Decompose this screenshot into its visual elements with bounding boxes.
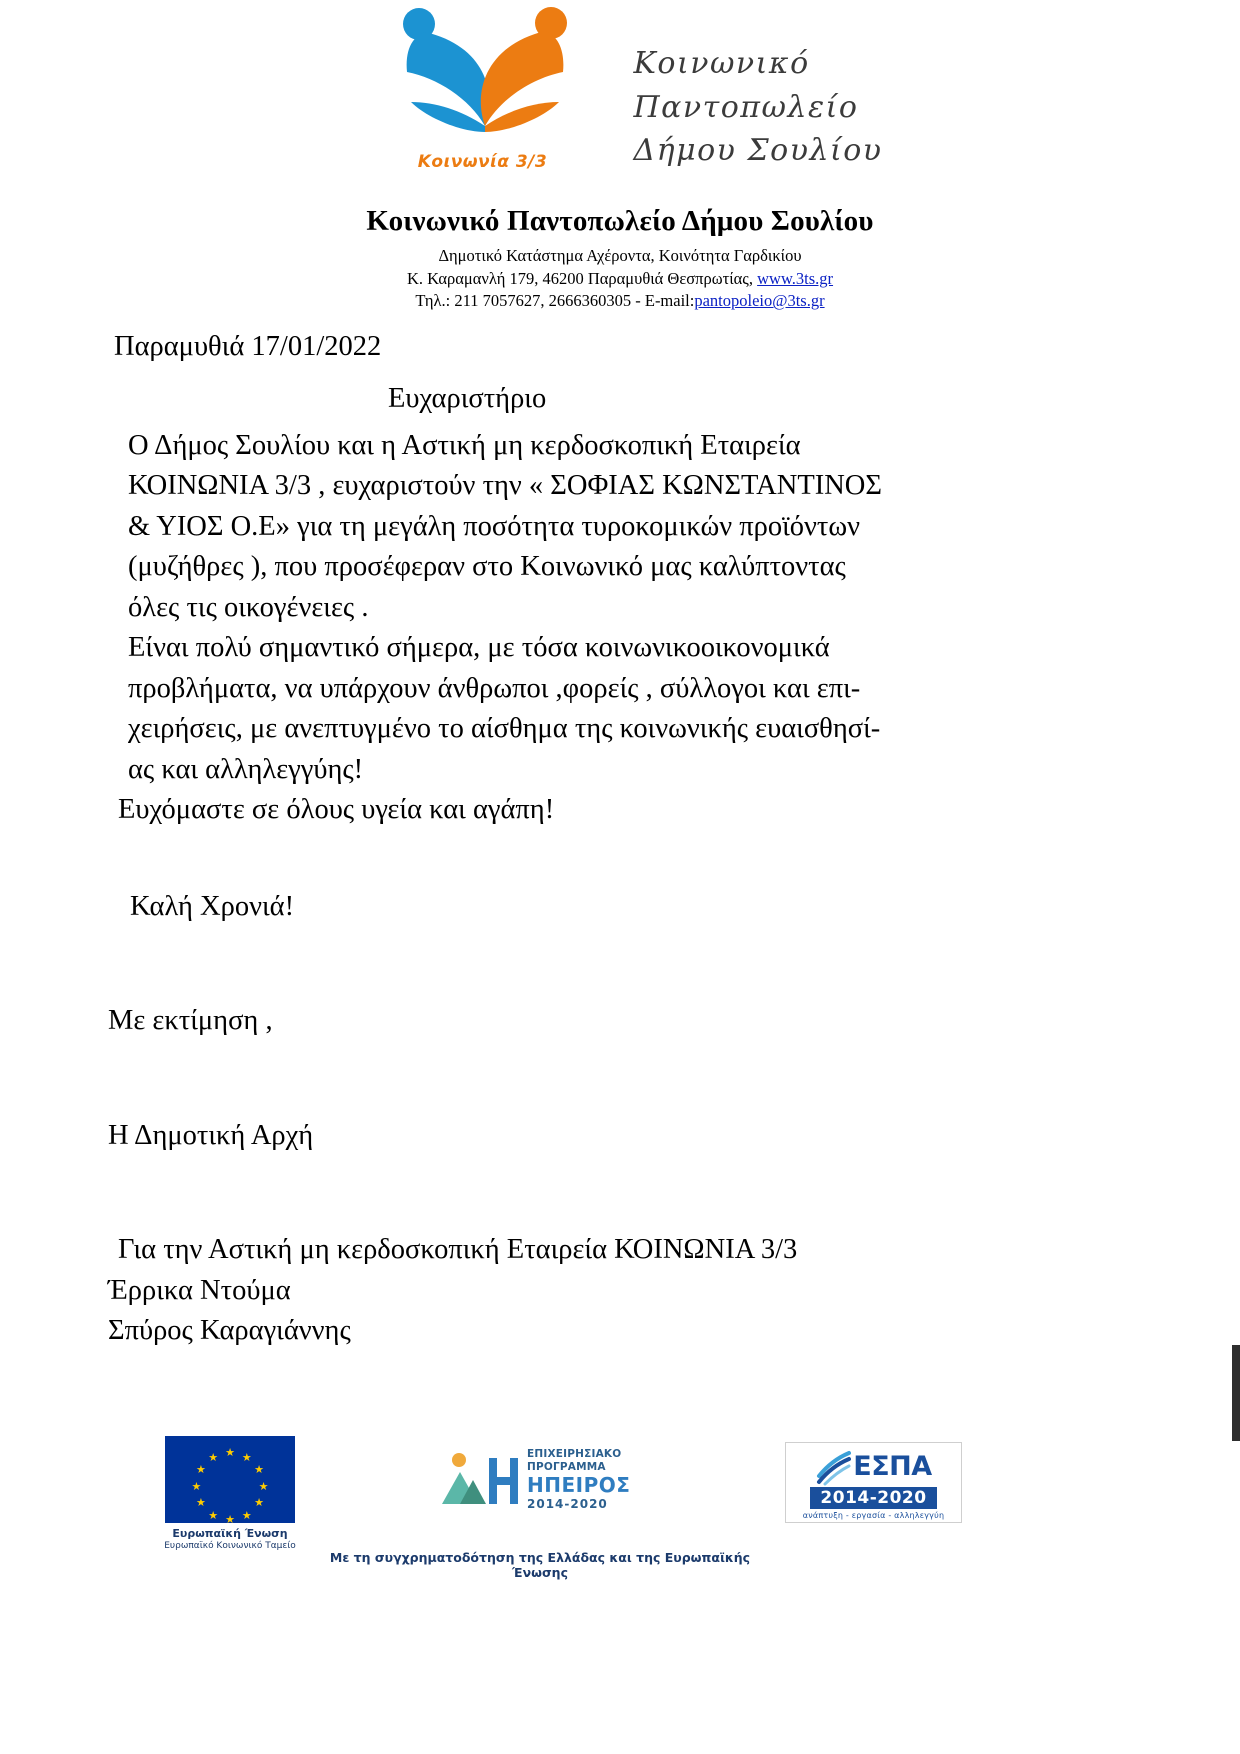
regards-line: Με εκτίμηση , bbox=[108, 1005, 273, 1037]
paragraph-line: προβλήματα, να υπάρχουν άνθρωποι ,φορείς , σύλλογοι και επι- bbox=[128, 672, 861, 704]
website-link[interactable]: www.3ts.gr bbox=[757, 268, 834, 288]
programme-region: ΗΠΕΙΡΟΣ bbox=[527, 1473, 631, 1498]
spacer bbox=[108, 1042, 1053, 1116]
eu-caption bbox=[160, 1527, 300, 1552]
scrollbar-edge-sliver[interactable] bbox=[1232, 1345, 1240, 1441]
paragraph-line: ΚΟΙΝΩΝΙΑ 3/3 , ευχαριστούν την « ΣΟΦΙΑΣ ΚΩΝΣΤΑΝΤΙΝΟΣ bbox=[128, 470, 882, 502]
programme-line-2: ΠΡΟΓΡΑΜΜΑ bbox=[527, 1460, 606, 1473]
spacer bbox=[108, 831, 1053, 887]
paragraph-line: Ο Δήμος Σουλίου και η Αστική μη κερδοσκοπική Εταιρεία bbox=[128, 429, 801, 461]
contact-details bbox=[0, 245, 1240, 313]
paragraph-line: (μυζήθρες ), που προσέφεραν στο Κοινωνικό μας καλύπτοντας bbox=[128, 551, 846, 583]
programme-text bbox=[527, 1448, 630, 1512]
logo-tagline: Κοινωνία 3/3 bbox=[417, 152, 548, 172]
espa-period: 2014-2020 bbox=[810, 1487, 936, 1509]
epirus-programme-icon bbox=[440, 1446, 522, 1514]
espa-tagline: ανάπτυξη - εργασία - αλληλεγγύη bbox=[802, 1511, 945, 1520]
paragraph-line: όλες τις οικογένειες . bbox=[128, 591, 369, 623]
contact-street-text: Κ. Καραμανλή 179, 46200 Παραμυθιά Θεσπρωτίας, bbox=[406, 268, 758, 288]
espa-word: ΕΣΠΑ bbox=[853, 1450, 932, 1482]
programme-period: 2014-2020 bbox=[527, 1497, 608, 1512]
logo-word-line-1: Κοινωνικό bbox=[633, 46, 810, 81]
paragraph-line: Είναι πολύ σημαντικό σήμερα, με τόσα κοινωνικοοικονομικά bbox=[128, 632, 830, 664]
signing-authority: Η Δημοτική Αρχή bbox=[108, 1119, 314, 1151]
email-link[interactable]: pantopoleio@3ts.gr bbox=[694, 291, 825, 311]
spacer bbox=[108, 927, 1053, 1001]
letterhead bbox=[0, 6, 1240, 191]
contact-address-line: Δημοτικό Κατάστημα Αχέροντα, Κοινότητα Γαρδικίου bbox=[438, 246, 802, 265]
espa-wordmark-row bbox=[786, 1446, 961, 1486]
logo-word-line-3: Δήμου Σουλίου bbox=[633, 133, 883, 168]
paragraph-line: χειρήσεις, με ανεπτυγμένο το αίσθημα της κοινωνικής ευαισθησί- bbox=[128, 713, 881, 745]
funding-footer bbox=[0, 1436, 1240, 1586]
contact-street-line bbox=[0, 268, 1240, 291]
espa-swoosh-icon bbox=[815, 1446, 851, 1486]
european-union-logo bbox=[160, 1436, 300, 1552]
programme-line-1: ΕΠΙΧΕΙΡΗΣΙΑΚΟ bbox=[527, 1448, 622, 1461]
operational-programme-logo bbox=[440, 1446, 660, 1514]
eu-flag-icon: ★ ★ ★ ★ ★ ★ ★ ★ ★ ★ ★ ★ bbox=[165, 1436, 295, 1523]
spacer bbox=[108, 1156, 1053, 1230]
dateline: Παραμυθιά 17/01/2022 bbox=[114, 331, 382, 362]
wish-line: Ευχόμαστε σε όλους υγεία και αγάπη! bbox=[118, 794, 555, 826]
signatory-name-2: Σπύρος Καραγιάννης bbox=[108, 1314, 351, 1346]
logo-word-line-2: Παντοπωλείο bbox=[633, 89, 859, 125]
espa-logo bbox=[785, 1442, 962, 1523]
signoff-organisation: Για την Αστική μη κερδοσκοπική Εταιρεία ΚΟΙΝΩΝΙΑ 3/3 bbox=[118, 1234, 798, 1266]
eu-caption-sub: Ευρωπαϊκό Κοινωνικό Ταμείο bbox=[164, 1540, 296, 1551]
letter-heading: Ευχαριστήριο bbox=[388, 383, 547, 415]
letter-body bbox=[108, 327, 1053, 1351]
paragraph-solidarity bbox=[108, 628, 1053, 790]
cofunding-note: Με τη συγχρηματοδότηση της Ελλάδας και της Ευρωπαϊκής Ένωσης bbox=[329, 1550, 751, 1580]
contact-phone-text: Τηλ.: 211 7057627, 2666360305 - E-mail: bbox=[415, 291, 695, 311]
paragraph-line: ας και αλληλεγγύης! bbox=[128, 753, 364, 785]
eu-caption-main: Ευρωπαϊκή Ένωση bbox=[172, 1527, 288, 1540]
signatory-name-1: Έρρικα Ντούμα bbox=[108, 1274, 291, 1306]
paragraph-thanks bbox=[108, 426, 1053, 628]
organisation-title: Κοινωνικό Παντοπωλείο Δήμου Σουλίου bbox=[366, 205, 874, 237]
organisation-logo bbox=[357, 6, 607, 186]
logo-wordmark bbox=[633, 42, 882, 173]
new-year-greeting: Καλή Χρονιά! bbox=[130, 890, 295, 922]
paragraph-line: & ΥΙΟΣ Ο.Ε» για τη μεγάλη ποσότητα τυροκομικών προϊόντων bbox=[128, 510, 860, 542]
two-figures-heart-logo-icon bbox=[365, 6, 605, 156]
contact-phone-line bbox=[0, 290, 1240, 313]
